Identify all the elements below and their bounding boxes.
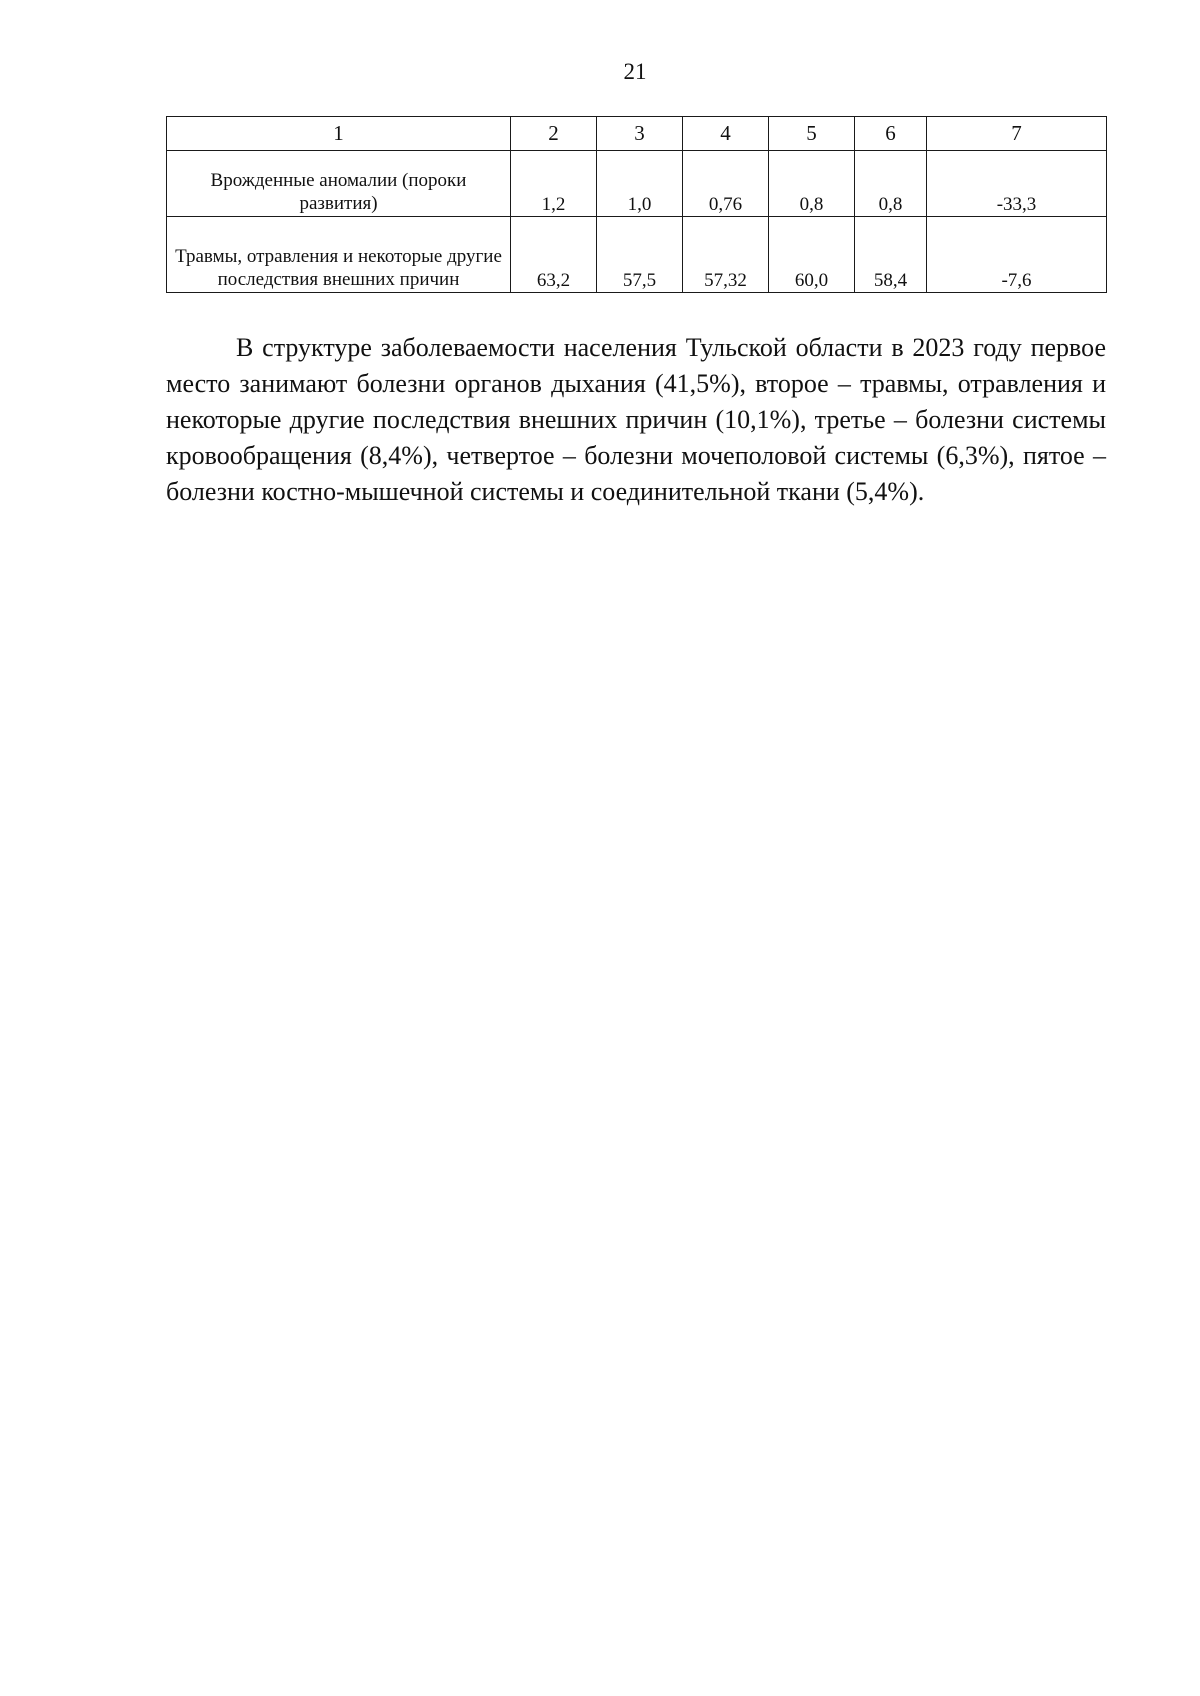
table-cell: -7,6	[927, 217, 1107, 293]
table-cell: 0,8	[855, 151, 927, 217]
table-row	[167, 151, 1107, 217]
table-cell: 0,8	[769, 151, 855, 217]
column-number: 3	[597, 117, 683, 151]
column-number: 1	[167, 117, 511, 151]
table-cell: 1,0	[597, 151, 683, 217]
morbidity-table	[166, 116, 1107, 293]
column-number: 4	[683, 117, 769, 151]
table-cell: -33,3	[927, 151, 1107, 217]
table-cell: 1,2	[511, 151, 597, 217]
table-cell: 60,0	[769, 217, 855, 293]
column-number: 6	[855, 117, 927, 151]
table-cell: 0,76	[683, 151, 769, 217]
column-number: 2	[511, 117, 597, 151]
table-cell: 57,32	[683, 217, 769, 293]
row-label: Врожденные аномалии (пороки развития)	[167, 151, 511, 217]
body-paragraph: В структуре заболеваемости населения Тульской области в 2023 году первое место занимают болезни органов дыхания (41,5%), второе – травмы, отравления и некоторые другие последствия внешних причин (10,1%), третье – болезни системы кровообращения (8,4%), четвертое – болезни мочеполовой системы (6,3%), пятое – болезни костно-мышечной системы и соединительной ткани (5,4%).	[166, 333, 1106, 506]
table-row	[167, 217, 1107, 293]
column-number: 5	[769, 117, 855, 151]
table-cell: 57,5	[597, 217, 683, 293]
table-cell: 63,2	[511, 217, 597, 293]
row-label: Травмы, отравления и некоторые другие последствия внешних причин	[167, 217, 511, 293]
column-number: 7	[927, 117, 1107, 151]
page-number: 21	[623, 59, 647, 84]
table-header-row	[167, 117, 1107, 151]
table-cell: 58,4	[855, 217, 927, 293]
